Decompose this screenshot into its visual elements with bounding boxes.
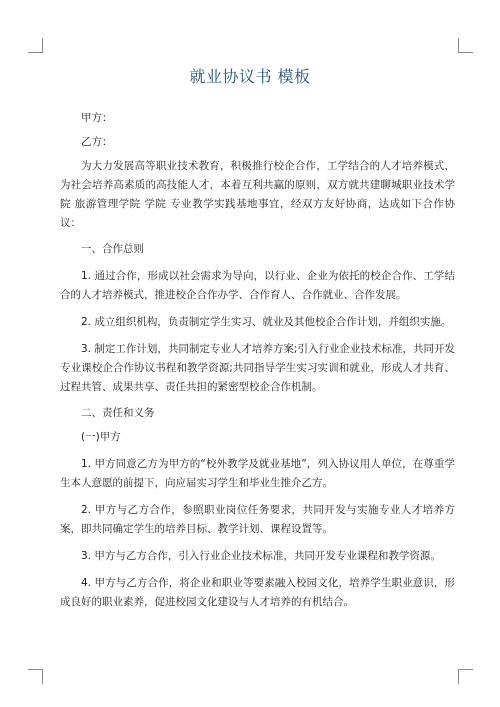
general-clause-1: 1. 通过合作，形成以社会需求为导向，以行业、企业为依托的校企合作、工学结合的人才培养模式，推进校企合作办学、合作育人、合作就业、合作发展。: [60, 270, 455, 301]
document-title: 就业协议书 模板: [189, 67, 311, 86]
party-a-clause-3: 3. 甲方与乙方合作，引入行业企业技术标准，共同开发专业课程和教学资源。: [81, 550, 441, 562]
intro-paragraph: 为大力发展高等职业技术教育，积极推行校企合作，工学结合的人才培养模式，为社会培养高素质的高技能人才，本着互利共赢的原则，双方就共建聊城职业技术学院 旅游管理学院 学院 专业教学实践基地事宜，经双方友好协商，达成如下合作协议：: [60, 160, 455, 229]
crop-mark-top-right: [458, 38, 473, 53]
general-clause-3: 3. 制定工作计划，共同制定专业人才培养方案;引入行业企业技术标准，共同开发专业课校企合作协议书程和教学资源;共同指导学生实习实训和就业，形成人才共育、过程共管、成果共享、责任共担的紧密型校企合作机制。: [60, 343, 455, 393]
party-b-line: 乙方：: [81, 136, 113, 148]
section-heading-general: 一、合作总则: [81, 243, 144, 255]
crop-mark-bottom-right: [458, 669, 473, 684]
party-a-line: 甲方：: [81, 112, 113, 124]
section-heading-duties: 二、责任和义务: [81, 407, 155, 419]
document-body: [60, 109, 455, 612]
party-a-clause-4: 4. 甲方与乙方合作，将企业和职业等要素融入校园文化，培养学生职业意识，形成良好的职业素养，促进校园文化建设与人才培养的有机结合。: [60, 577, 455, 608]
party-a-clause-1: 1. 甲方同意乙方为甲方的“校外教学及就业基地”，列入协议用人单位，在尊重学生本人意愿的前提下，向应届实习学生和毕业生推介乙方。: [60, 458, 455, 489]
general-clause-2: 2. 成立组织机构，负责制定学生实习、就业及其他校企合作计划，并组织实施。: [81, 316, 452, 328]
crop-mark-top-left: [28, 38, 43, 53]
crop-mark-bottom-left: [28, 669, 43, 684]
party-a-clause-2: 2. 甲方与乙方合作，参照职业岗位任务要求，共同开发与实施专业人才培养方案，即共同确定学生的培养目标、教学计划、课程设置等。: [60, 504, 455, 535]
subsection-heading-party-a: (一)甲方: [81, 431, 121, 443]
